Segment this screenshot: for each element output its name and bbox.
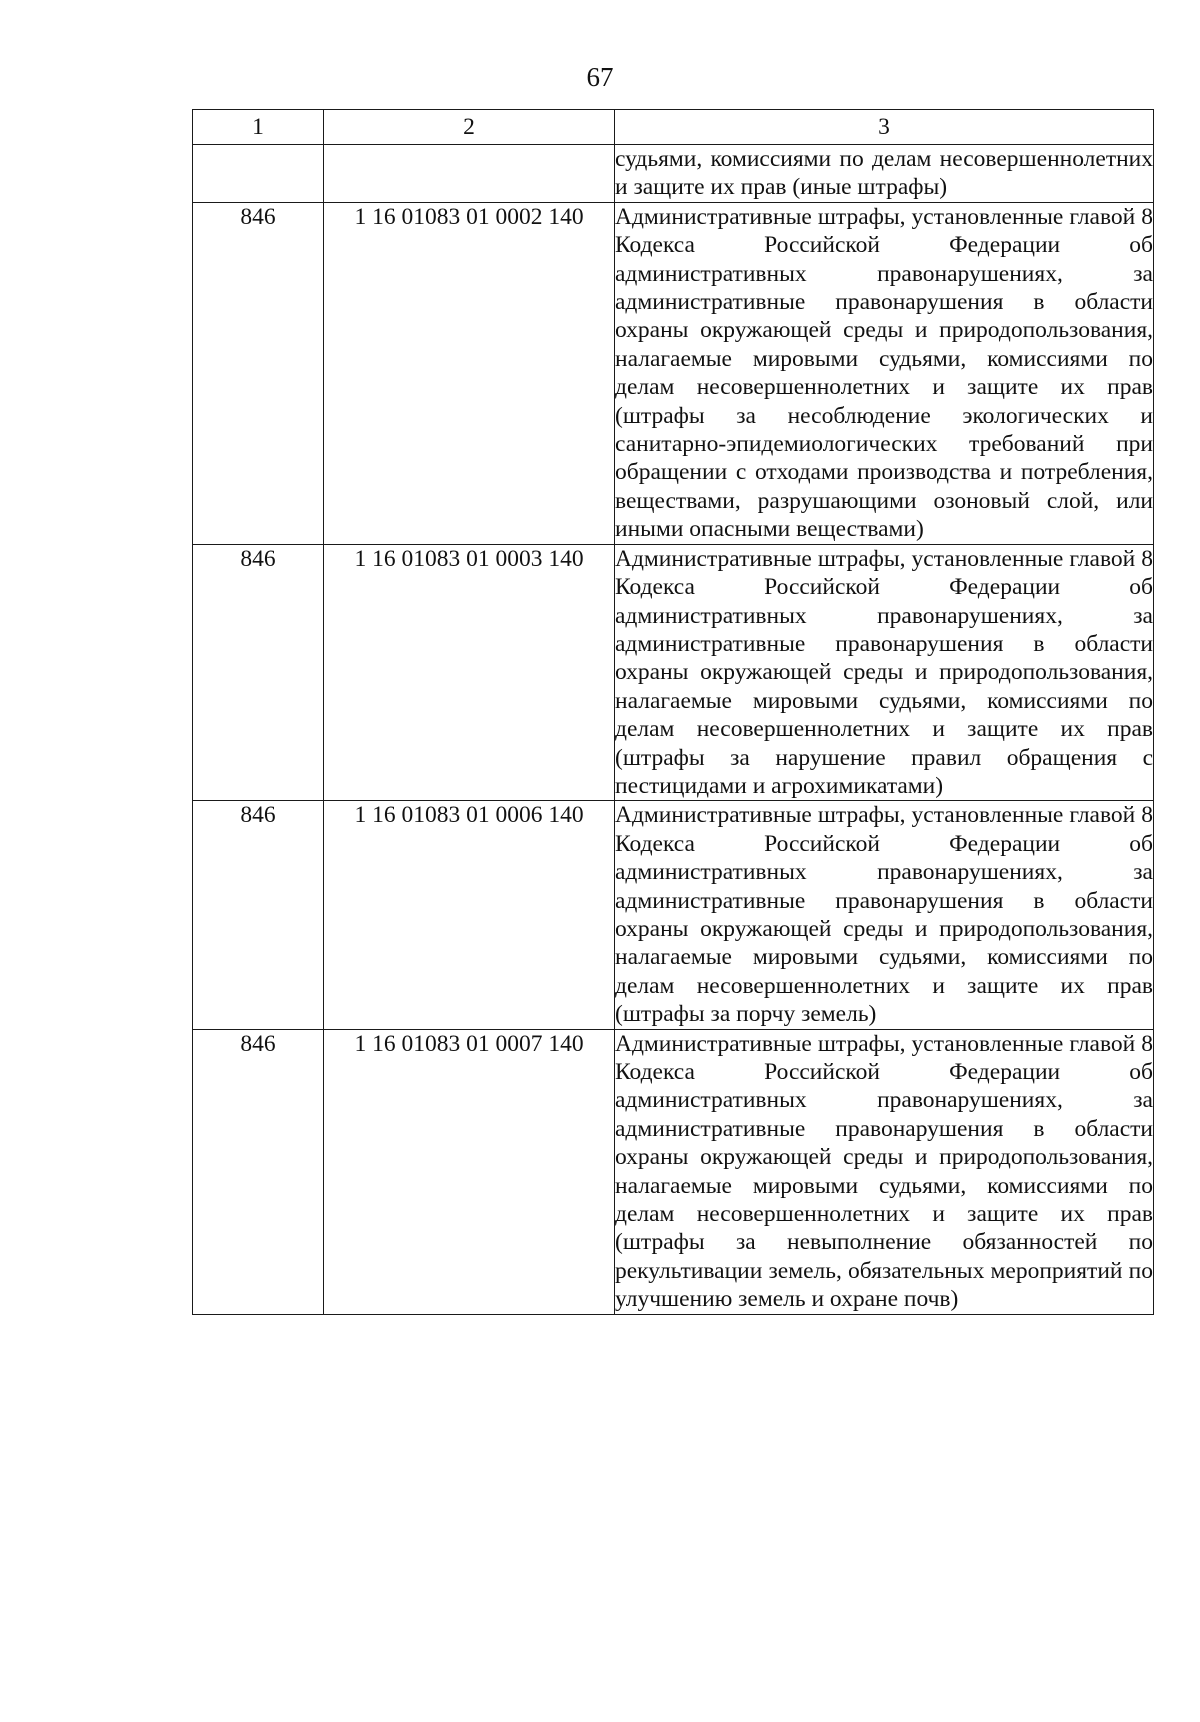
kbk-code-cell: 1 16 01083 01 0003 140 (324, 544, 615, 801)
description-cell: Административные штрафы, установленные главой 8 Кодекса Российской Федерации об административных правонарушениях, за административные правонарушения в области охраны окружающей среды и природопользования, налагаемые мировыми судьями, комиссиями по делам несовершеннолетних и защите их прав (штрафы за несоблюдение экологических и санитарно-эпидемиологических требований при обращении с отходами производства и потребления, веществами, разрушающими озоновый слой, или иными опасными веществами) (615, 203, 1153, 543)
kbk-code-cell: 1 16 01083 01 0006 140 (324, 801, 615, 1029)
admin-code-cell: 846 (193, 202, 324, 544)
column-header-3: 3 (615, 110, 1154, 145)
admin-code-cell (193, 145, 324, 203)
description-cell: Административные штрафы, установленные главой 8 Кодекса Российской Федерации об административных правонарушениях, за административные правонарушения в области охраны окружающей среды и природопользования, налагаемые мировыми судьями, комиссиями по делам несовершеннолетних и защите их прав (штрафы за нарушение правил обращения с пестицидами и агрохимикатами) (615, 545, 1153, 799)
table-row (193, 202, 1154, 544)
description-cell: Административные штрафы, установленные главой 8 Кодекса Российской Федерации об административных правонарушениях, за административные правонарушения в области охраны окружающей среды и природопользования, налагаемые мировыми судьями, комиссиями по делам несовершеннолетних и защите их прав (штрафы за порчу земель) (615, 802, 1153, 1028)
admin-code-cell: 846 (193, 1029, 324, 1314)
kbk-code-cell: 1 16 01083 01 0007 140 (324, 1029, 615, 1314)
table-row (193, 544, 1154, 801)
kbk-code-cell (324, 145, 615, 203)
table-header-row (193, 110, 1154, 145)
table-row (193, 1029, 1154, 1314)
table-row (193, 145, 1154, 203)
description-cell: судьями, комиссиями по делам несовершеннолетних и защите их прав (иные штрафы) (615, 146, 1153, 201)
column-header-1: 1 (193, 110, 324, 145)
admin-code-cell: 846 (193, 801, 324, 1029)
kbk-code-cell: 1 16 01083 01 0002 140 (324, 202, 615, 544)
page-number: 67 (586, 62, 614, 92)
column-header-2: 2 (324, 110, 615, 145)
description-cell: Административные штрафы, установленные главой 8 Кодекса Российской Федерации об административных правонарушениях, за административные правонарушения в области охраны окружающей среды и природопользования, налагаемые мировыми судьями, комиссиями по делам несовершеннолетних и защите их прав (штрафы за невыполнение обязанностей по рекультивации земель, обязательных мероприятий по улучшению земель и охране почв) (615, 1030, 1153, 1313)
admin-code-cell: 846 (193, 544, 324, 801)
table-row (193, 801, 1154, 1029)
revenue-codes-table (192, 109, 1154, 1315)
